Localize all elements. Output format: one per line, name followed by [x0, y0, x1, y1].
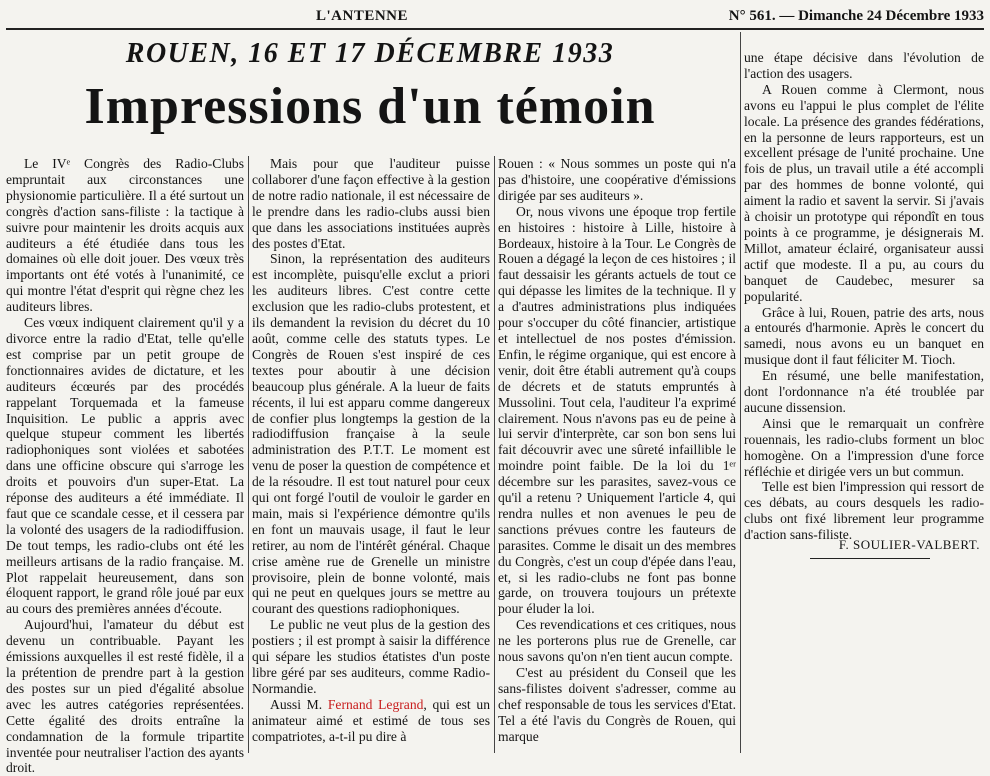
paragraph: une étape décisive dans l'évolution de l'action des usagers.	[744, 50, 984, 81]
paragraph: A Rouen comme à Clermont, nous avons eu l'appui le plus complet de l'élite locale. La présence des grandes fédérations, en la personne de leurs rapporteurs, est un excellent présage de l'unité prochaine. Une fois de plus, un travail utile a été accompli par des hommes de bonne volonté, qui aiment la radio et savent la servir. Si j'avais à choisir un prototype qui répondît en tous points à ce programme, je désignerais M. Millot, amateur éclairé, organisateur aussi actif que modeste. Il a pu, au cours du banquet de Caudebec, mesurer sa popularité.	[744, 81, 984, 304]
article-headline: Impressions d'un témoin	[84, 78, 656, 135]
paragraph: Grâce à lui, Rouen, patrie des arts, nous a entourés d'harmonie. Après le concert du samedi, nous avons eu un banquet en musique dont il faut féliciter M. Tioch.	[744, 304, 984, 368]
column-rule	[248, 156, 249, 753]
article-dateline: ROUEN, 16 ET 17 DÉCEMBRE 1933	[125, 38, 615, 69]
article-column-2	[252, 156, 490, 754]
paragraph: Le public ne veut plus de la gestion des postiers ; il est prompt à saisir la différence qui sépare les studios étatistes d'un poste libre géré par ses auditeurs, comme Radio-Normandie.	[252, 617, 490, 696]
paragraph: Or, nous vivons une époque trop fertile en histoires : histoire à Lille, histoire à Bordeaux, histoire à la Tour. Le Congrès de Rouen a dégagé la leçon de ces histoires ; il faut dessaisir les gérants actuels de tout ce qui dépasse les limites de la technique. Il y a d'autres administrations plus indiquées pour s'occuper du côté financier, artistique et intellectuel de nos postes d'émission. Enfin, le régime organique, qui est encore à venir, doit être établi autrement qu'à coups de décrets et de statuts empruntés à Mussolini. Tout cela, l'auditeur l'a exprimé clairement. Nous n'avons pas eu de peine à lui servir d'interprète, car son bon sens lui fait découvrir avec une sûreté infaillible le moindre point faible. De la loi du 1ᵉʳ décembre sur les parasites, savez-vous ce qu'il a retenu ? Uniquement l'article 4, qui rendra nulles et non avenues le peu de sanctions prévues contre les fauteurs de parasites. Comme le disait un des membres du Congrès, c'est un coup d'épée dans l'eau, et, si les radio-clubs ne font pas bonne garde, on trouvera toujours un prétexte pour éluder la loi.	[498, 203, 736, 617]
author-signature: F. SOULIER-VALBERT.	[838, 537, 980, 552]
paragraph: Rouen : « Nous sommes un poste qui n'a pas d'histoire, une coopérative d'émissions dirigée par ses auditeurs ».	[498, 156, 736, 203]
highlighted-name: Fernand Legrand	[327, 696, 424, 712]
newspaper-name: L'ANTENNE	[316, 7, 409, 24]
paragraph: Ainsi que le remarquait un confrère rouennais, les radio-clubs forment un bloc homogène. On a l'impression d'une force réfléchie et dirigée vers un but commun.	[744, 415, 984, 479]
article-column-1	[6, 156, 244, 776]
column-rule	[494, 156, 495, 753]
paragraph: Telle est bien l'impression qui ressort de ces débats, au cours desquels les radio-clubs ont fixé librement leur programme d'action sans-filiste.	[744, 479, 984, 543]
column-rule	[740, 32, 741, 753]
header-rule	[6, 28, 984, 30]
paragraph: Ces vœux indiquent clairement qu'il y a divorce entre la radio d'Etat, telle qu'elle est comprise par un petit groupe de fonctionnaires avides de dictature, et les auditeurs écœurés par des procédés rappelant Torquemada et la fameuse Inquisition. Le public a appris avec quelque stupeur comment les libertés radiophoniques sont violées et sabotées dans une officine obscure qui s'arroge les droits et pouvoirs d'un super-Etat. La réponse des auditeurs a été immédiate. Il faut que ce scandale cesse, et il cessera par la volonté des usagers de la radiodiffusion. De tout temps, les radio-clubs ont été les meilleurs artisans de la radio française. M. Plot rappelait heureusement, dans son éloquent rapport, le grand rôle joué par eux au cours des premières années d'écoute.	[6, 315, 244, 617]
paragraph: C'est au président du Conseil que les sans-filistes doivent s'adresser, comme au chef responsable de tous les services d'Etat. Tel a été l'avis du Congrès de Rouen, qui marque	[498, 665, 736, 744]
article-column-3	[498, 156, 736, 754]
paragraph: Le IVᵉ Congrès des Radio-Clubs empruntait aux circonstances une physionomie particulière. Il a été surtout un congrès d'action sans-filiste : la tactique à suivre pour maintenir les droits acquis aux auditeurs a été étudiée dans tous les domaines où elle doit jouer. Des vœux très importants ont été votés à l'unanimité, ce qui montre l'état d'esprit qui règne chez les auditeurs libres.	[6, 156, 244, 315]
article-column-4	[744, 50, 984, 550]
text-run: , qui est un animateur aimé et estimé de tous ses compatriotes, a-t-il pu dire à	[252, 696, 490, 744]
paragraph: Mais pour que l'auditeur puisse collaborer d'une façon effective à la gestion de notre radio nationale, il est nécessaire de le prendre dans les radio-clubs aussi bien que dans les associations instituées auprès des postes d'Etat.	[252, 156, 490, 251]
paragraph: Ces revendications et ces critiques, nous ne les porterons plus rue de Grenelle, car nous savons qu'on n'en tient aucun compte.	[498, 617, 736, 665]
paragraph: Aujourd'hui, l'amateur du début est devenu un contribuable. Payant les émissions auxquelles il est resté fidèle, il a la prétention de prendre part à la gestion des postes sur un pied d'égalité absolue avec les autres catégories représentées. Cette égalité des droits entraîne la condamnation de la formule tripartite inventée pour neutraliser l'action des ayants droit.	[6, 617, 244, 776]
signature-rule	[810, 558, 930, 559]
page-header	[6, 4, 984, 28]
paragraph	[252, 697, 490, 745]
paragraph: Sinon, la représentation des auditeurs est incomplète, puisqu'elle exclut a priori les auditeurs libres. C'est contre cette exclusion que les radio-clubs protestent, et ils demandent la revision du décret du 10 août, comme celle des statuts types. Le Congrès de Rouen s'est inspiré de ces textes pour aboutir à une décision beaucoup plus générale. A la lueur de faits récents, il lui est apparu comme dangereux de confier plus longtemps la gestion de la radiodiffusion française à la seule administration des P.T.T. Le moment est venu de poser la question de compétence et de la résoudre. Il est tout naturel pour ceux qui ont forgé l'outil de vouloir le garder en main, mais si l'expérience démontre qu'ils en font un mauvais usage, il faut le leur retirer, au nom de l'intérêt général. Chaque crise amène rue de Grenelle un ministre provisoire, plein de bonne volonté, mais qui ne peut en quelques jours se mettre au courant des questions radiophoniques.	[252, 251, 490, 617]
text-run: Aussi M.	[270, 696, 328, 712]
paragraph: En résumé, une belle manifestation, dont l'ordonnance n'a été troublée par aucune dissension.	[744, 368, 984, 415]
title-block	[0, 36, 740, 138]
issue-info: N° 561. — Dimanche 24 Décembre 1933	[728, 7, 984, 24]
